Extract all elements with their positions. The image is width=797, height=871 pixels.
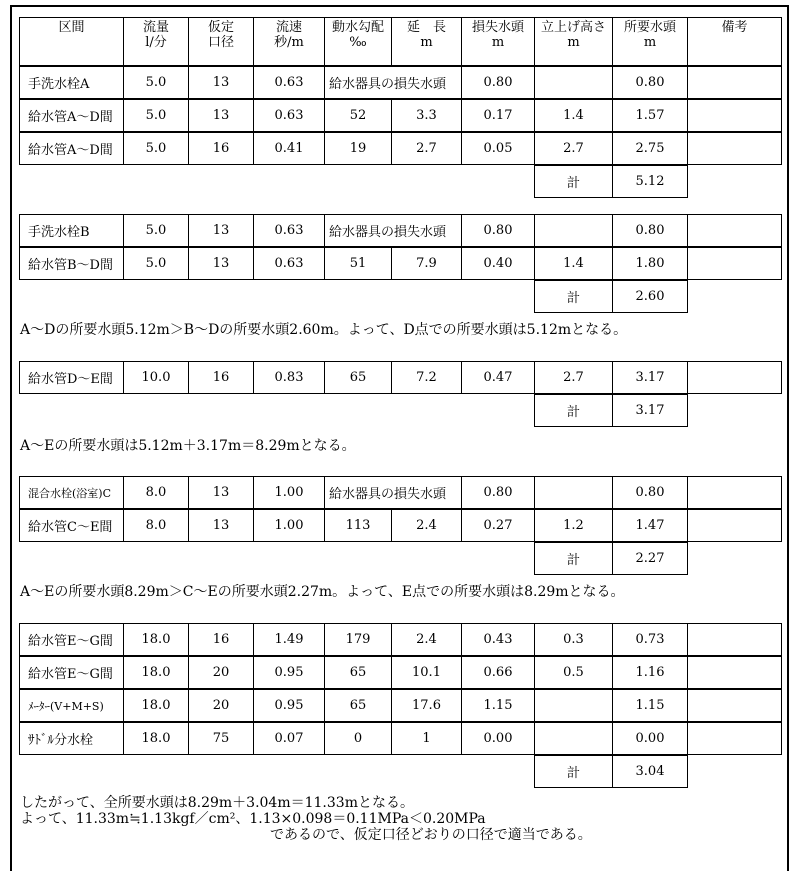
conclusion-line-1: したがって、全所要水頭は8.29m＋3.04m＝11.33mとなる。 — [20, 795, 414, 811]
header-velocity — [253, 17, 325, 66]
total-label: 計 — [534, 755, 613, 788]
cell-flow: 18.0 — [123, 722, 189, 755]
cell-loss: 0.80 — [461, 214, 535, 247]
cell-required: 1.57 — [612, 99, 688, 132]
cell-section: 手洗水栓A — [19, 66, 124, 99]
cell-velocity: 0.63 — [253, 66, 325, 99]
header-length-line1: 延 長 — [406, 20, 446, 35]
header-remarks — [687, 17, 782, 66]
cell-loss: 0.05 — [461, 132, 535, 165]
header-length — [391, 17, 462, 66]
total-value: 3.17 — [612, 394, 688, 427]
header-rise — [534, 17, 613, 66]
cell-rise: 2.7 — [534, 132, 613, 165]
cell-flow: 8.0 — [123, 476, 189, 509]
cell-section: 給水管A～D間 — [19, 99, 124, 132]
cell-gradient: 19 — [324, 132, 392, 165]
cell-remarks — [687, 132, 782, 165]
cell-fixture-loss: 給水器具の損失水頭 — [324, 66, 462, 99]
cell-required: 1.80 — [612, 247, 688, 280]
header-loss-line1: 損失水頭 — [471, 20, 524, 35]
cell-flow: 5.0 — [123, 247, 189, 280]
cell-flow: 8.0 — [123, 509, 189, 542]
header-flow-line2: l/分 — [145, 35, 167, 50]
cell-remarks — [687, 722, 782, 755]
cell-diameter: 13 — [188, 214, 254, 247]
header-flow-line1: 流量 — [142, 20, 169, 35]
cell-required: 0.80 — [612, 476, 688, 509]
cell-length: 17.6 — [391, 689, 462, 722]
cell-diameter: 20 — [188, 689, 254, 722]
cell-required: 3.17 — [612, 361, 688, 394]
cell-gradient: 52 — [324, 99, 392, 132]
cell-loss: 0.66 — [461, 656, 535, 689]
conclusion-line-3: であるので、仮定口径どおりの口径で適当である。 — [270, 827, 592, 843]
cell-loss: 0.00 — [461, 722, 535, 755]
cell-gradient: 65 — [324, 689, 392, 722]
cell-length: 1 — [391, 722, 462, 755]
cell-flow: 5.0 — [123, 66, 189, 99]
cell-diameter: 13 — [188, 247, 254, 280]
header-diameter-line2: 口径 — [207, 35, 234, 50]
cell-gradient: 51 — [324, 247, 392, 280]
header-length-line2: m — [420, 35, 433, 50]
cell-diameter: 16 — [188, 623, 254, 656]
cell-length: 2.7 — [391, 132, 462, 165]
header-gradient — [324, 17, 392, 66]
cell-diameter: 13 — [188, 476, 254, 509]
cell-gradient: 179 — [324, 623, 392, 656]
cell-rise — [534, 689, 613, 722]
cell-flow: 5.0 — [123, 99, 189, 132]
header-loss — [461, 17, 535, 66]
cell-remarks — [687, 99, 782, 132]
cell-section: 給水管D～E間 — [19, 361, 124, 394]
cell-required: 1.15 — [612, 689, 688, 722]
cell-rise — [534, 722, 613, 755]
cell-rise — [534, 476, 613, 509]
cell-gradient: 113 — [324, 509, 392, 542]
header-velocity-line2: 秒/m — [274, 35, 304, 50]
cell-flow: 18.0 — [123, 656, 189, 689]
cell-velocity: 0.95 — [253, 689, 325, 722]
note-3: A～Eの所要水頭8.29m＞C～Eの所要水頭2.27m。よって、E点での所要水頭は8.29mとなる。 — [20, 584, 625, 600]
cell-gradient: 65 — [324, 656, 392, 689]
cell-loss: 0.40 — [461, 247, 535, 280]
cell-remarks — [687, 247, 782, 280]
cell-section: 手洗水栓B — [19, 214, 124, 247]
cell-diameter: 20 — [188, 656, 254, 689]
cell-velocity: 0.63 — [253, 247, 325, 280]
cell-length: 10.1 — [391, 656, 462, 689]
total-value: 5.12 — [612, 165, 688, 198]
cell-fixture-loss: 給水器具の損失水頭 — [324, 214, 462, 247]
header-required — [612, 17, 688, 66]
cell-remarks — [687, 214, 782, 247]
cell-section: 給水管A～D間 — [19, 132, 124, 165]
cell-remarks — [687, 623, 782, 656]
cell-length: 2.4 — [391, 509, 462, 542]
cell-required: 0.80 — [612, 66, 688, 99]
cell-rise: 1.4 — [534, 99, 613, 132]
cell-length: 3.3 — [391, 99, 462, 132]
cell-loss: 0.17 — [461, 99, 535, 132]
header-flow — [123, 17, 189, 66]
header-section — [19, 17, 124, 66]
cell-velocity: 1.00 — [253, 476, 325, 509]
header-gradient-line1: 動水勾配 — [331, 20, 384, 35]
header-section-text: 区間 — [58, 20, 85, 35]
total-value: 3.04 — [612, 755, 688, 788]
cell-rise: 0.5 — [534, 656, 613, 689]
cell-remarks — [687, 476, 782, 509]
cell-flow: 18.0 — [123, 623, 189, 656]
cell-diameter: 13 — [188, 509, 254, 542]
cell-loss: 0.43 — [461, 623, 535, 656]
cell-section: 給水管E～G間 — [19, 623, 124, 656]
cell-loss: 0.27 — [461, 509, 535, 542]
cell-remarks — [687, 689, 782, 722]
header-rise-line1: 立上げ高さ — [540, 20, 606, 35]
cell-required: 2.75 — [612, 132, 688, 165]
header-required-line2: m — [643, 35, 657, 50]
header-gradient-line2: ‰ — [349, 35, 367, 50]
total-value: 2.60 — [612, 280, 688, 313]
cell-length: 7.9 — [391, 247, 462, 280]
cell-gradient: 0 — [324, 722, 392, 755]
cell-remarks — [687, 66, 782, 99]
cell-section: 給水管C～E間 — [19, 509, 124, 542]
header-loss-line2: m — [491, 35, 505, 50]
cell-velocity: 0.41 — [253, 132, 325, 165]
cell-velocity: 0.83 — [253, 361, 325, 394]
cell-rise — [534, 214, 613, 247]
cell-length: 7.2 — [391, 361, 462, 394]
cell-rise: 1.4 — [534, 247, 613, 280]
cell-flow: 10.0 — [123, 361, 189, 394]
header-diameter-line1: 仮定 — [207, 20, 234, 35]
cell-rise: 1.2 — [534, 509, 613, 542]
cell-section: ｻﾄﾞﾙ分水栓 — [19, 722, 124, 755]
cell-rise — [534, 66, 613, 99]
cell-loss: 0.47 — [461, 361, 535, 394]
cell-required: 0.73 — [612, 623, 688, 656]
cell-velocity: 1.49 — [253, 623, 325, 656]
cell-diameter: 13 — [188, 66, 254, 99]
cell-diameter: 16 — [188, 132, 254, 165]
header-required-line1: 所要水頭 — [623, 20, 676, 35]
cell-velocity: 0.63 — [253, 99, 325, 132]
cell-velocity: 0.63 — [253, 214, 325, 247]
header-rise-line2: m — [567, 35, 580, 50]
total-value: 2.27 — [612, 542, 688, 575]
cell-diameter: 75 — [188, 722, 254, 755]
note-2: A～Eの所要水頭は5.12m＋3.17m＝8.29mとなる。 — [20, 438, 356, 454]
header-remarks-text: 備考 — [721, 20, 748, 35]
cell-velocity: 0.07 — [253, 722, 325, 755]
cell-velocity: 1.00 — [253, 509, 325, 542]
header-diameter — [188, 17, 254, 66]
cell-length: 2.4 — [391, 623, 462, 656]
total-label: 計 — [534, 165, 613, 198]
cell-section: 混合水栓(浴室)C — [19, 476, 124, 509]
cell-section: ﾒｰﾀｰ(V+M+S) — [19, 689, 124, 722]
cell-loss: 0.80 — [461, 476, 535, 509]
cell-required: 0.80 — [612, 214, 688, 247]
cell-section: 給水管B～D間 — [19, 247, 124, 280]
cell-fixture-loss: 給水器具の損失水頭 — [324, 476, 462, 509]
cell-remarks — [687, 656, 782, 689]
cell-required: 1.47 — [612, 509, 688, 542]
cell-flow: 18.0 — [123, 689, 189, 722]
cell-diameter: 16 — [188, 361, 254, 394]
cell-flow: 5.0 — [123, 132, 189, 165]
cell-loss: 1.15 — [461, 689, 535, 722]
total-label: 計 — [534, 280, 613, 313]
cell-required: 0.00 — [612, 722, 688, 755]
cell-remarks — [687, 509, 782, 542]
cell-rise: 2.7 — [534, 361, 613, 394]
cell-flow: 5.0 — [123, 214, 189, 247]
header-velocity-line1: 流速 — [275, 20, 302, 35]
cell-section: 給水管E～G間 — [19, 656, 124, 689]
cell-loss: 0.80 — [461, 66, 535, 99]
cell-rise: 0.3 — [534, 623, 613, 656]
cell-diameter: 13 — [188, 99, 254, 132]
total-label: 計 — [534, 542, 613, 575]
cell-required: 1.16 — [612, 656, 688, 689]
cell-remarks — [687, 361, 782, 394]
note-1: A～Dの所要水頭5.12m＞B～Dの所要水頭2.60m。よって、D点での所要水頭は5.12mとなる。 — [20, 322, 628, 338]
cell-gradient: 65 — [324, 361, 392, 394]
cell-velocity: 0.95 — [253, 656, 325, 689]
total-label: 計 — [534, 394, 613, 427]
conclusion-line-2: よって、11.33m≒1.13kgf／cm²、1.13×0.098＝0.11MPa＜0.20MPa — [20, 811, 486, 827]
